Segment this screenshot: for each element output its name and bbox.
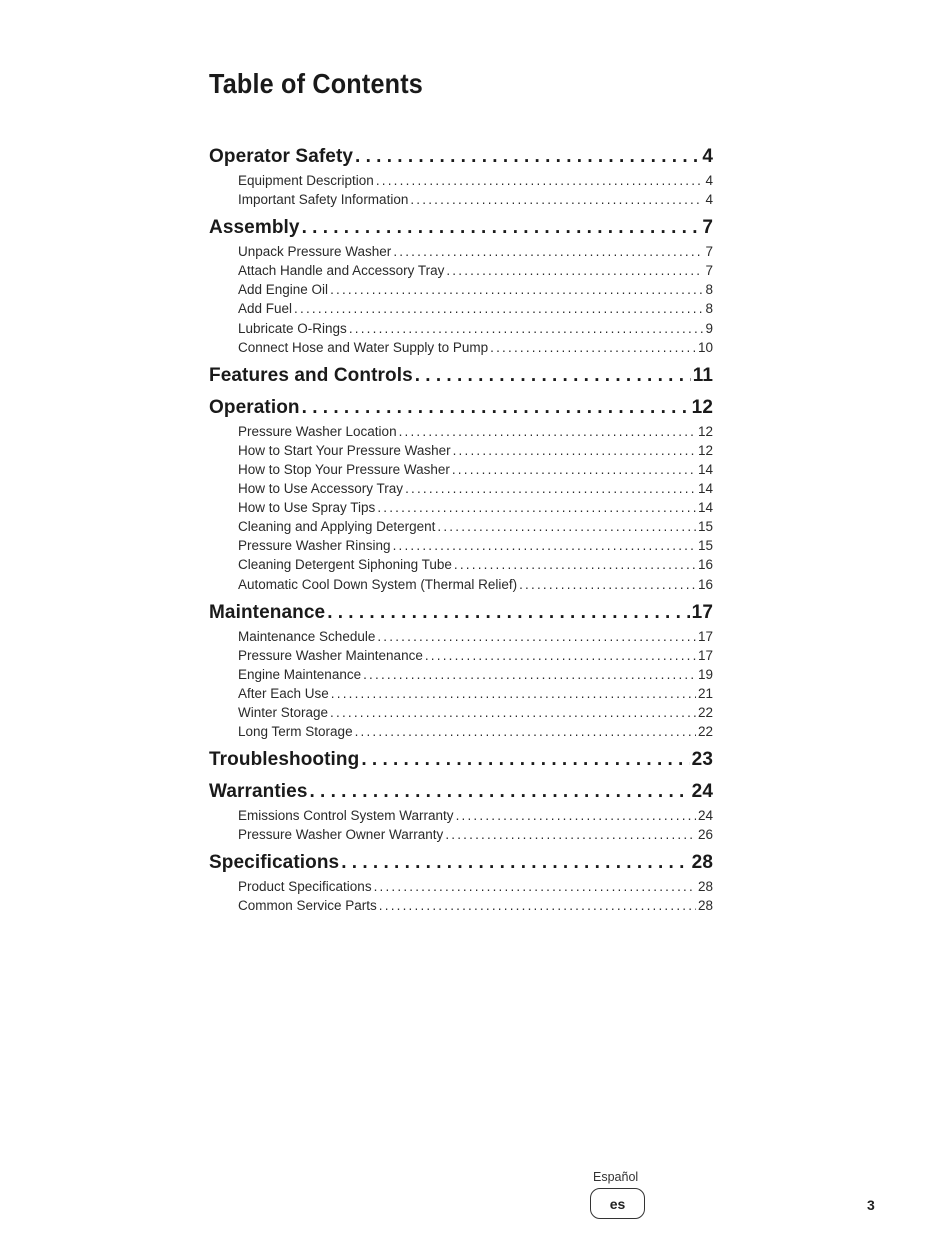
- dot-leader: [456, 806, 696, 825]
- entry-page-number: 9: [705, 320, 713, 336]
- toc-entry-list: [209, 422, 713, 594]
- entry-page-number: 17: [697, 628, 713, 644]
- entry-page-number: 8: [705, 301, 713, 317]
- entry-page-number: 28: [697, 898, 713, 914]
- dot-leader: [393, 242, 703, 261]
- dot-leader: [355, 722, 696, 741]
- toc-entry[interactable]: [209, 319, 713, 338]
- page-number: 3: [867, 1197, 875, 1213]
- dot-leader: [452, 460, 696, 479]
- toc-section-heading[interactable]: [209, 852, 713, 876]
- entry-title: After Each Use: [238, 685, 329, 701]
- section-title: Maintenance: [209, 601, 326, 623]
- entry-title: How to Stop Your Pressure Washer: [238, 461, 450, 477]
- toc-entry-list: [209, 171, 713, 209]
- toc-entry[interactable]: [209, 575, 713, 594]
- dot-leader: [446, 261, 703, 280]
- dot-leader: [519, 575, 696, 594]
- entry-title: Pressure Washer Owner Warranty: [238, 827, 444, 843]
- toc-entry[interactable]: [209, 627, 713, 646]
- toc-entry[interactable]: [209, 646, 713, 665]
- toc-entry-list: [209, 627, 713, 742]
- toc-entry-list: [209, 806, 713, 844]
- entry-page-number: 15: [697, 538, 713, 554]
- entry-title: Cleaning Detergent Siphoning Tube: [238, 557, 452, 573]
- dot-leader: [410, 190, 703, 209]
- toc-section-heading[interactable]: [209, 781, 713, 805]
- dot-leader: [349, 319, 704, 338]
- page-title: Table of Contents: [209, 68, 423, 99]
- section-title: Operator Safety: [209, 146, 354, 167]
- dot-leader: [341, 852, 689, 874]
- dot-leader: [377, 627, 696, 646]
- toc-section: [209, 781, 713, 844]
- entry-page-number: 19: [697, 666, 713, 682]
- toc-section: [209, 749, 713, 773]
- section-title: Troubleshooting: [209, 749, 360, 771]
- entry-page-number: 14: [697, 500, 713, 516]
- entry-title: Attach Handle and Accessory Tray: [238, 263, 445, 279]
- toc-entry[interactable]: [209, 441, 713, 460]
- toc-entry[interactable]: [209, 877, 713, 896]
- dot-leader: [327, 602, 689, 624]
- entry-title: How to Start Your Pressure Washer: [238, 442, 451, 458]
- dot-leader: [453, 441, 696, 460]
- toc-entry[interactable]: [209, 722, 713, 741]
- entry-title: Unpack Pressure Washer: [238, 244, 392, 260]
- section-page-number: 23: [691, 749, 713, 771]
- entry-title: How to Use Spray Tips: [238, 500, 376, 516]
- entry-page-number: 4: [705, 192, 713, 208]
- entry-title: Connect Hose and Water Supply to Pump: [238, 339, 489, 355]
- dot-leader: [363, 665, 696, 684]
- toc-entry[interactable]: [209, 422, 713, 441]
- dot-leader: [379, 896, 696, 915]
- toc-entry[interactable]: [209, 261, 713, 280]
- entry-page-number: 22: [697, 724, 713, 740]
- entry-title: Cleaning and Applying Detergent: [238, 519, 436, 535]
- toc-section-heading[interactable]: [209, 397, 713, 421]
- entry-page-number: 8: [705, 282, 713, 298]
- dot-leader: [405, 479, 696, 498]
- entry-page-number: 21: [697, 685, 713, 701]
- entry-title: Pressure Washer Location: [238, 423, 397, 439]
- entry-page-number: 16: [697, 557, 713, 573]
- entry-title: Pressure Washer Maintenance: [238, 647, 423, 663]
- toc-section-heading[interactable]: [209, 146, 713, 170]
- toc-section-heading[interactable]: [209, 365, 713, 389]
- dot-leader: [330, 280, 703, 299]
- dot-leader: [490, 338, 696, 357]
- dot-leader: [374, 877, 696, 896]
- toc-entry[interactable]: [209, 703, 713, 722]
- entry-title: Lubricate O-Rings: [238, 320, 347, 336]
- toc-entry[interactable]: [209, 665, 713, 684]
- toc-entry-list: [209, 877, 713, 915]
- language-label: Español: [593, 1170, 639, 1184]
- entry-page-number: 12: [697, 442, 713, 458]
- section-page-number: 7: [702, 217, 713, 239]
- dot-leader: [331, 684, 696, 703]
- section-title: Features and Controls: [209, 364, 413, 386]
- dot-leader: [393, 536, 696, 555]
- table-of-contents: [209, 146, 713, 924]
- entry-page-number: 16: [697, 576, 713, 592]
- toc-entry-list: [209, 242, 713, 357]
- toc-section: [209, 365, 713, 389]
- entry-page-number: 7: [705, 263, 713, 279]
- section-page-number: 24: [691, 781, 713, 803]
- toc-section: [209, 852, 713, 915]
- toc-entry[interactable]: [209, 517, 713, 536]
- dot-leader: [294, 299, 703, 318]
- entry-page-number: 28: [697, 879, 713, 895]
- toc-section: [209, 217, 713, 357]
- toc-section: [209, 146, 713, 209]
- entry-title: Product Specifications: [238, 879, 372, 895]
- entry-page-number: 17: [697, 647, 713, 663]
- toc-entry[interactable]: [209, 825, 713, 844]
- toc-entry[interactable]: [209, 896, 713, 915]
- toc-entry[interactable]: [209, 555, 713, 574]
- section-page-number: 11: [692, 364, 713, 386]
- entry-title: Equipment Description: [238, 173, 374, 188]
- dot-leader: [355, 146, 700, 168]
- dot-leader: [376, 171, 704, 190]
- toc-entry[interactable]: [209, 280, 713, 299]
- entry-page-number: 22: [697, 704, 713, 720]
- toc-section-heading[interactable]: [209, 217, 713, 241]
- section-title: Assembly: [209, 217, 300, 239]
- entry-page-number: 26: [697, 827, 713, 843]
- entry-title: Add Engine Oil: [238, 282, 329, 298]
- toc-section-heading[interactable]: [209, 602, 713, 626]
- dot-leader: [361, 749, 689, 771]
- dot-leader: [302, 217, 701, 239]
- dot-leader: [437, 517, 696, 536]
- entry-page-number: 7: [705, 244, 713, 260]
- toc-section-heading[interactable]: [209, 749, 713, 773]
- dot-leader: [425, 646, 696, 665]
- toc-entry[interactable]: [209, 684, 713, 703]
- entry-page-number: 12: [697, 423, 713, 439]
- entry-page-number: 10: [697, 339, 713, 355]
- dot-leader: [302, 397, 690, 419]
- toc-entry[interactable]: [209, 460, 713, 479]
- toc-section: [209, 397, 713, 594]
- toc-entry[interactable]: [209, 299, 713, 318]
- dot-leader: [454, 555, 696, 574]
- entry-title: Important Safety Information: [238, 192, 409, 208]
- dot-leader: [330, 703, 696, 722]
- entry-page-number: 4: [705, 173, 713, 188]
- toc-entry[interactable]: [209, 242, 713, 261]
- toc-entry[interactable]: [209, 806, 713, 825]
- dot-leader: [415, 365, 691, 387]
- section-page-number: 4: [702, 146, 713, 167]
- entry-title: Long Term Storage: [238, 724, 353, 740]
- section-page-number: 12: [691, 396, 713, 418]
- toc-entry[interactable]: [209, 338, 713, 357]
- toc-entry[interactable]: [209, 171, 713, 190]
- toc-entry[interactable]: [209, 190, 713, 209]
- toc-entry[interactable]: [209, 498, 713, 517]
- dot-leader: [445, 825, 696, 844]
- toc-entry[interactable]: [209, 536, 713, 555]
- section-page-number: 28: [691, 852, 713, 874]
- toc-section: [209, 602, 713, 742]
- section-title: Specifications: [209, 852, 340, 874]
- entry-title: Common Service Parts: [238, 898, 377, 914]
- section-title: Warranties: [209, 781, 308, 803]
- entry-title: Add Fuel: [238, 301, 293, 317]
- entry-page-number: 15: [697, 519, 713, 535]
- entry-title: Engine Maintenance: [238, 666, 362, 682]
- toc-entry[interactable]: [209, 479, 713, 498]
- entry-title: Emissions Control System Warranty: [238, 808, 454, 824]
- entry-title: Automatic Cool Down System (Thermal Relief): [238, 576, 518, 592]
- entry-page-number: 14: [697, 461, 713, 477]
- dot-leader: [399, 422, 696, 441]
- dot-leader: [377, 498, 696, 517]
- entry-title: Winter Storage: [238, 704, 329, 720]
- entry-page-number: 24: [697, 808, 713, 824]
- entry-title: Pressure Washer Rinsing: [238, 538, 391, 554]
- section-page-number: 17: [691, 601, 713, 623]
- language-tab-es[interactable]: es: [590, 1188, 645, 1219]
- dot-leader: [310, 781, 690, 803]
- entry-title: How to Use Accessory Tray: [238, 481, 404, 497]
- entry-page-number: 14: [697, 481, 713, 497]
- section-title: Operation: [209, 396, 300, 418]
- entry-title: Maintenance Schedule: [238, 628, 376, 644]
